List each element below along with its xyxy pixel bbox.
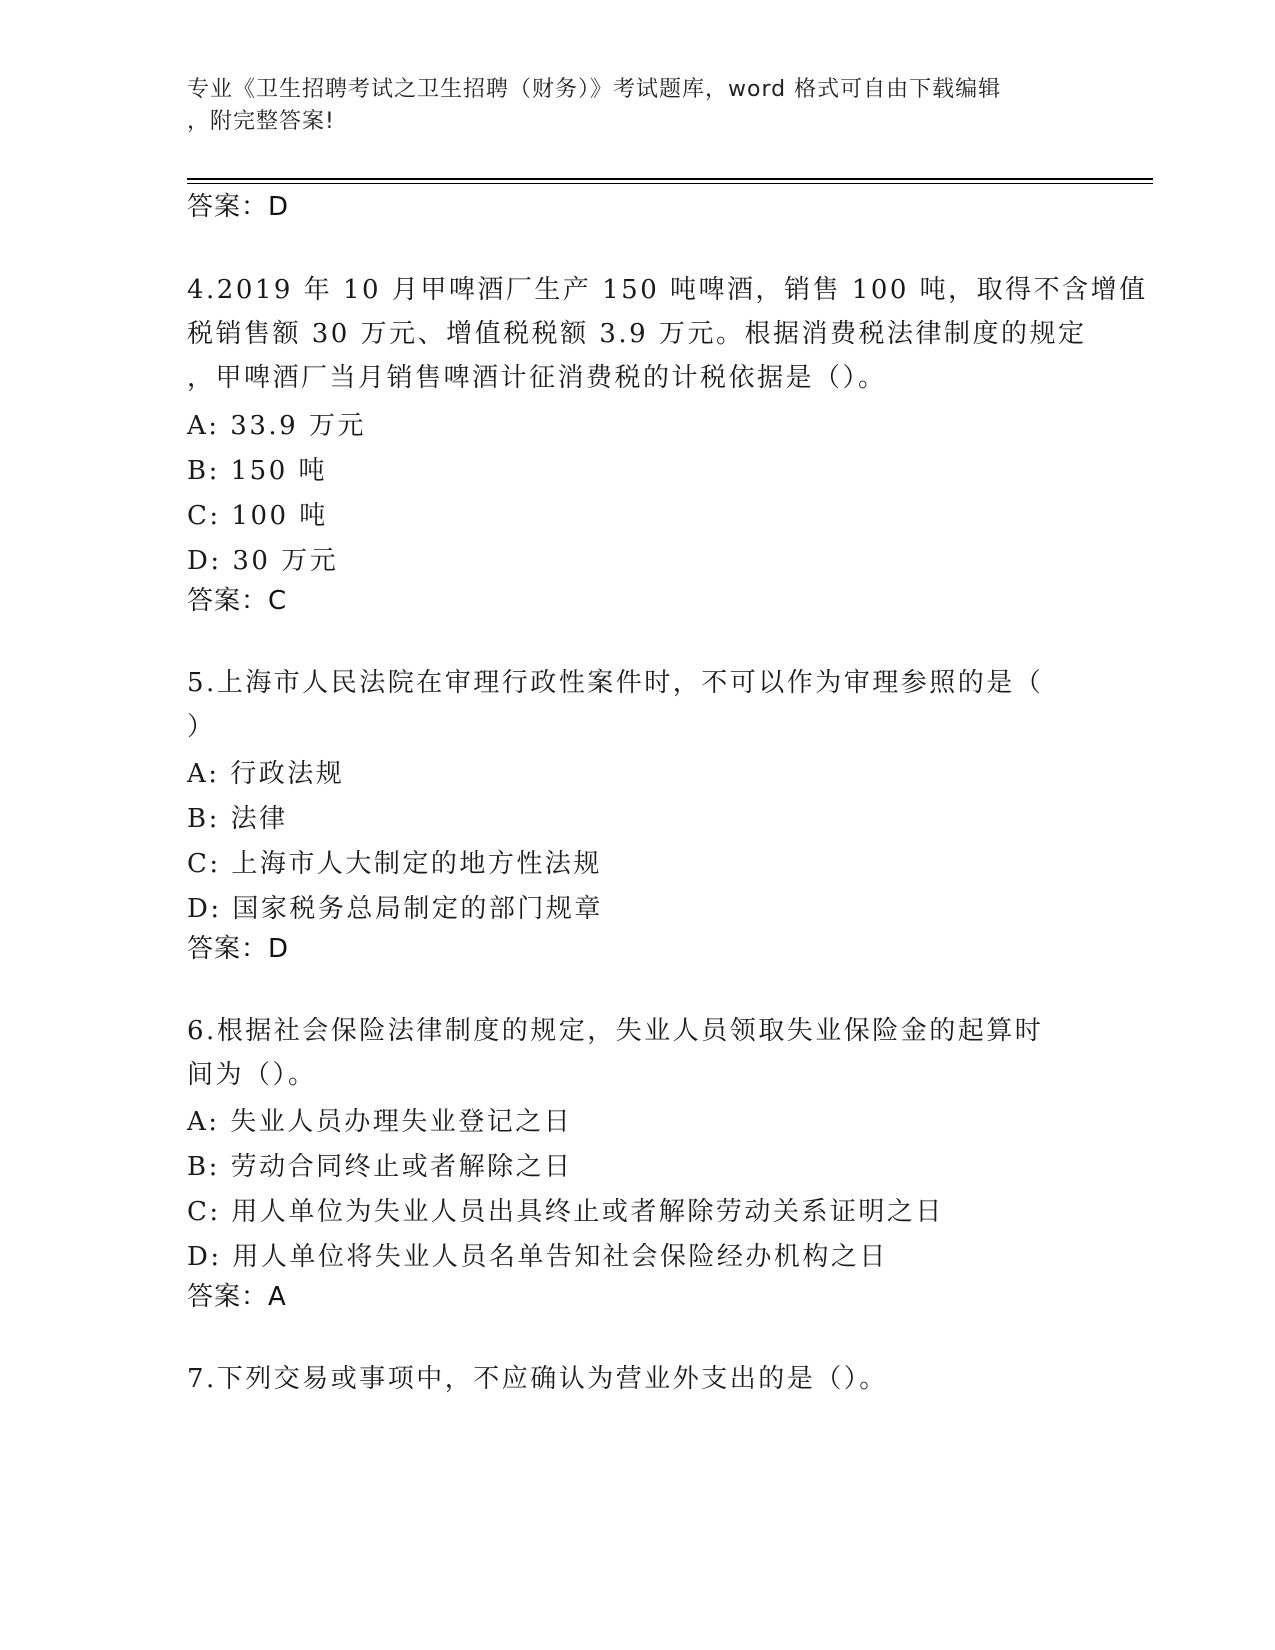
question-5-line-2: ） (187, 712, 216, 742)
option-d: D: 30 万元 (187, 546, 339, 576)
document-header (187, 74, 1067, 138)
question-5-options (187, 752, 1077, 932)
option-c: C: 上海市人大制定的地方性法规 (187, 849, 602, 879)
option-a: A: 33.9 万元 (187, 411, 366, 441)
question-4-line-3: ，甲啤酒厂当月销售啤酒计征消费税的计税依据是（）。 (187, 363, 887, 393)
question-7-line-1: 7.下列交易或事项中，不应确认为营业外支出的是（）。 (187, 1364, 888, 1394)
question-6-line-1: 6.根据社会保险法律制度的规定，失业人员领取失业保险金的起算时 (187, 1016, 1044, 1046)
question-6-options (187, 1100, 1077, 1280)
header-rule-thin (187, 183, 1153, 184)
answer-prev: 答案：D (187, 192, 290, 222)
question-4-line-2: 税销售额 30 万元、增值税税额 3.9 万元。根据消费税法律制度的规定 (187, 319, 1087, 349)
option-b: B: 劳动合同终止或者解除之日 (187, 1152, 573, 1182)
option-a: A: 行政法规 (187, 759, 345, 789)
option-c: C: 100 吨 (187, 501, 328, 531)
option-c: C: 用人单位为失业人员出具终止或者解除劳动关系证明之日 (187, 1197, 944, 1227)
question-7 (187, 1357, 1077, 1401)
header-rule-thick (187, 178, 1153, 180)
question-4-options (187, 404, 1077, 584)
option-d: D: 用人单位将失业人员名单告知社会保险经办机构之日 (187, 1242, 888, 1272)
option-d: D: 国家税务总局制定的部门规章 (187, 894, 603, 924)
option-a: A: 失业人员办理失业登记之日 (187, 1107, 573, 1137)
question-4 (187, 268, 1148, 400)
option-b: B: 150 吨 (187, 456, 328, 486)
question-4-line-1: 4.2019 年 10 月甲啤酒厂生产 150 吨啤酒，销售 100 吨，取得不含增值 (187, 275, 1148, 305)
answer-6: 答案：A (187, 1282, 287, 1312)
answer-5: 答案：D (187, 934, 290, 964)
question-5-line-1: 5.上海市人民法院在审理行政性案件时，不可以作为审理参照的是（ (187, 668, 1044, 698)
header-line-2: ，附完整答案! (187, 109, 335, 134)
header-line-1: 专业《卫生招聘考试之卫生招聘（财务）》考试题库，word 格式可自由下载编辑 (187, 77, 1002, 102)
question-5 (187, 661, 1077, 749)
question-6 (187, 1009, 1077, 1097)
answer-4: 答案：C (187, 586, 288, 616)
option-b: B: 法律 (187, 804, 288, 834)
question-6-line-2: 间为（）。 (187, 1060, 317, 1090)
